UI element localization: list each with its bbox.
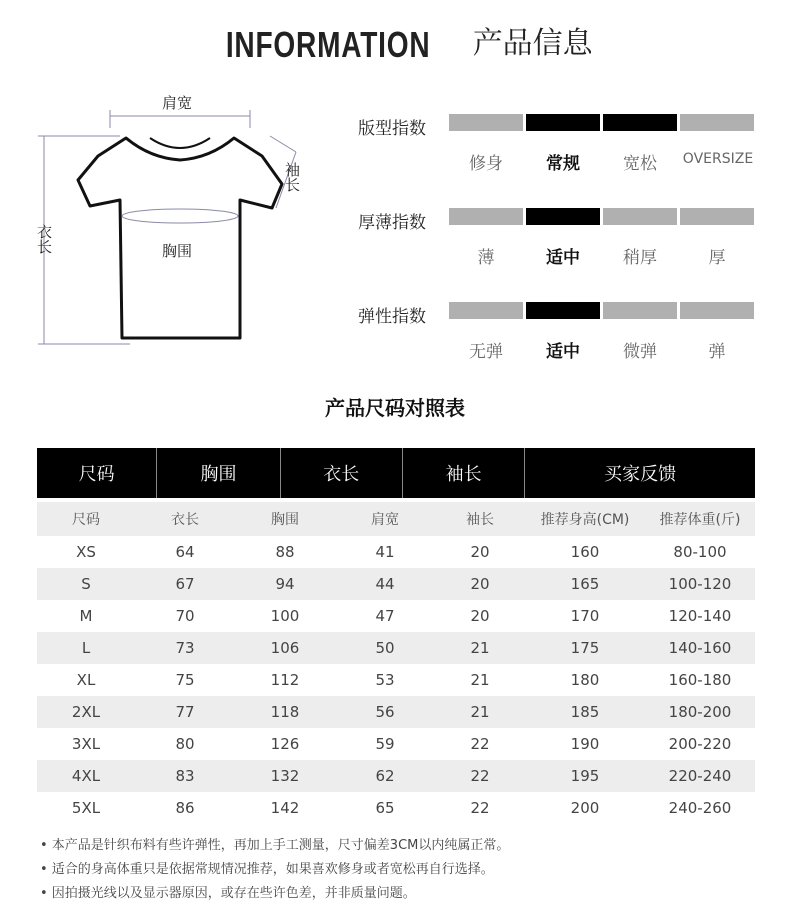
cell: 4XL [71,767,101,785]
cell: 86 [175,799,195,817]
subheader-cell: 尺码 [72,512,100,528]
cell: 80-100 [673,543,727,561]
subheader-cell: 衣长 [171,512,199,528]
cell: XS [76,543,96,561]
cell: 47 [375,607,395,625]
cell: 190 [570,735,600,753]
table-row [37,632,755,664]
elasticity-option: 弹 [708,342,726,362]
cell: 22 [470,767,490,785]
cell: 170 [570,607,600,625]
note-item: • 本产品是针织布料有些许弹性，再加上手工测量，尺寸偏差3CM以内纯属正常。 [40,838,510,853]
length-label: 衣长 [35,224,53,254]
table-row [37,664,755,696]
cell: 22 [470,799,490,817]
cell: 175 [570,639,600,657]
table-row [37,536,755,568]
fit-bar-4 [680,114,754,131]
size-table-body [37,502,755,824]
cell: 240-260 [668,799,732,817]
cell: 94 [275,575,295,593]
elasticity-option: 微弹 [623,342,657,362]
page-title [0,18,790,66]
thickness-bar-1 [449,208,523,225]
table-row [37,792,755,824]
tshirt-diagram [30,88,330,358]
elasticity-option-selected: 适中 [546,342,580,362]
size-table-header [37,448,755,498]
table-row [37,696,755,728]
sleeve-label: 袖长 [283,162,301,192]
cell: 106 [270,639,300,657]
elasticity-bar-1 [449,302,523,319]
subheader-cell: 推荐身高(CM) [540,512,630,528]
cell: 80 [175,735,195,753]
header-cell: 买家反馈 [604,464,677,485]
fit-option: 宽松 [623,154,657,174]
cell: 88 [275,543,295,561]
subheader-cell: 胸围 [271,512,299,528]
cell: 100 [270,607,300,625]
tshirt-outline-icon [30,88,330,358]
cell: 59 [375,735,395,753]
subheader-cell: 袖长 [466,512,494,528]
cell: 77 [175,703,195,721]
cell: 65 [375,799,395,817]
cell: XL [76,671,96,689]
subheader-cell: 肩宽 [371,512,399,528]
cell: 21 [470,703,490,721]
thickness-bar-3 [603,208,677,225]
cell: 200-220 [668,735,732,753]
cell: 2XL [71,703,101,721]
fit-option: OVERSIZE [682,151,754,167]
cell: 70 [175,607,195,625]
table-row [37,728,755,760]
thickness-option-selected: 适中 [546,248,580,268]
cell: 120-140 [668,607,732,625]
cell: 126 [270,735,300,753]
size-table-title: 产品尺码对照表 [325,396,465,420]
cell: 180 [570,671,600,689]
cell: 180-200 [668,703,732,721]
cell: 3XL [71,735,101,753]
cell: 140-160 [668,639,732,657]
title-en: INFORMATION [226,24,431,65]
cell: 200 [570,799,600,817]
fit-bar-3 [603,114,677,131]
cell: 75 [175,671,195,689]
elasticity-index-label: 弹性指数 [358,307,426,327]
cell: 21 [470,639,490,657]
cell: M [79,607,93,625]
thickness-index-label: 厚薄指数 [358,213,426,233]
thickness-option: 稍厚 [623,248,657,268]
cell: 62 [375,767,395,785]
note-item: • 因拍摄光线以及显示器原因，或存在些许色差，并非质量问题。 [40,886,416,901]
elasticity-bar-3 [603,302,677,319]
title-cn: 产品信息 [472,26,593,61]
fit-option-selected: 常规 [546,154,580,174]
table-row [37,600,755,632]
cell: 44 [375,575,395,593]
notes [40,834,509,906]
cell: 83 [175,767,195,785]
cell: 132 [270,767,300,785]
cell: 20 [470,575,490,593]
cell: 53 [375,671,395,689]
cell: 41 [375,543,395,561]
fit-index-label: 版型指数 [358,119,426,139]
fit-option: 修身 [469,154,503,174]
cell: 67 [175,575,195,593]
cell: 50 [375,639,395,657]
cell: 165 [570,575,600,593]
chest-label: 胸围 [162,242,193,260]
cell: 100-120 [668,575,732,593]
cell: 56 [375,703,395,721]
cell: 118 [270,703,300,721]
cell: 22 [470,735,490,753]
fit-bar-2 [526,114,600,131]
cell: 195 [570,767,600,785]
cell: 220-240 [668,767,732,785]
cell: 64 [175,543,195,561]
cell: 142 [270,799,300,817]
cell: 185 [570,703,600,721]
thickness-bar-2 [526,208,600,225]
cell: 5XL [71,799,101,817]
note-item: • 适合的身高体重只是依据常规情况推荐，如果喜欢修身或者宽松再自行选择。 [40,862,494,877]
cell: 160-180 [668,671,732,689]
table-row [37,760,755,792]
elasticity-bar-4 [680,302,754,319]
header-cell: 胸围 [157,448,280,498]
shoulder-label: 肩宽 [162,94,193,112]
cell: 73 [175,639,195,657]
thickness-option: 厚 [708,248,726,268]
cell: L [81,639,91,657]
subheader-cell: 推荐体重(斤) [659,512,741,528]
elasticity-bar-2 [526,302,600,319]
cell: 112 [270,671,300,689]
cell: S [81,575,91,593]
header-cell: 袖长 [403,448,525,498]
fit-bar-1 [449,114,523,131]
elasticity-option: 无弹 [469,342,503,362]
thickness-bar-4 [680,208,754,225]
cell: 20 [470,543,490,561]
cell: 21 [470,671,490,689]
table-row [37,568,755,600]
header-cell: 尺码 [37,448,157,498]
table-subheader-row [37,502,755,536]
thickness-option: 薄 [477,248,495,268]
cell: 20 [470,607,490,625]
header-cell: 衣长 [281,448,403,498]
cell: 160 [570,543,600,561]
